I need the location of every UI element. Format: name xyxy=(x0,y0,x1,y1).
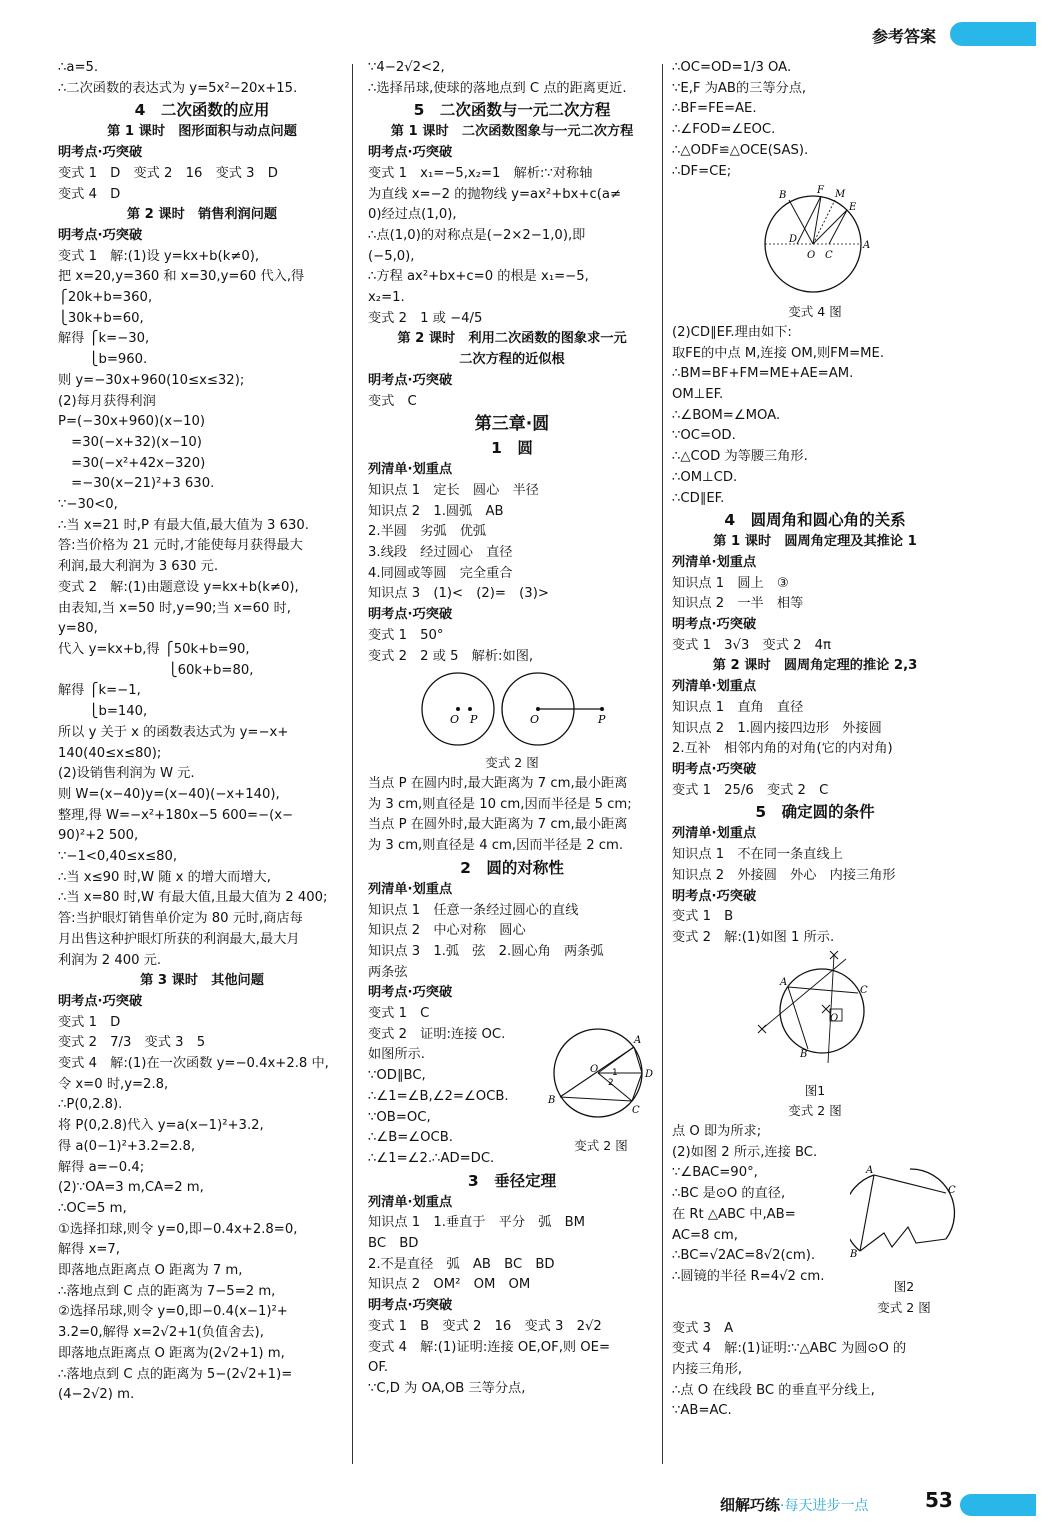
subsection-label: 明考点·巧突破 xyxy=(58,993,143,1009)
svg-text:M: M xyxy=(835,189,846,201)
text-line: 知识点 3 1.弧 弦 2.圆心角 两条弧 xyxy=(368,943,604,959)
text-line: 变式 1 D xyxy=(58,1014,121,1030)
text-line: 由表知,当 x=50 时,y=90;当 x=60 时, xyxy=(58,600,292,616)
subsection-label: 明考点·巧突破 xyxy=(368,145,453,161)
chapter-heading: 第三章·圆 xyxy=(474,414,550,435)
text-line: ∴△COD 为等腰三角形. xyxy=(672,449,808,465)
text-line: =−30(x−21)²+3 630. xyxy=(58,476,215,492)
text-line: 知识点 3 (1)< (2)= (3)> xyxy=(368,586,549,602)
text-line: 变式 2 证明:连接 OC. xyxy=(368,1026,506,1042)
text-line: ∴∠B=∠OCB. xyxy=(368,1130,453,1146)
section-heading: 4 圆周角和圆心角的关系 xyxy=(724,511,906,530)
text-line: 知识点 2 OM² OM OM xyxy=(368,1277,531,1293)
text-line: 取FE的中点 M,连接 OM,则FM=ME. xyxy=(672,345,885,361)
text-line: P=(−30x+960)(x−10) xyxy=(58,414,206,430)
text-line: 知识点 1 不在同一条直线上 xyxy=(672,847,843,863)
text-line: 变式 1 x₁=−5,x₂=1 解析:∵对称轴 xyxy=(368,165,593,181)
subsection-label: 明考点·巧突破 xyxy=(368,372,453,388)
section-heading: 5 确定圆的条件 xyxy=(755,803,875,822)
text-line: 答:当护眼灯销售单价定为 80 元时,商店每 xyxy=(58,911,303,927)
text-line: ∵E,F 为AB的三等分点, xyxy=(672,80,807,96)
text-line: ∴当 x=21 时,P 有最大值,最大值为 3 630. xyxy=(58,517,309,533)
svg-text:1: 1 xyxy=(612,1067,618,1078)
construction-figure-1 xyxy=(750,951,880,1079)
text-line: 变式 4 解:(1)在一次函数 y=−0.4x+2.8 中, xyxy=(58,1056,329,1072)
text-line: BC BD xyxy=(368,1236,419,1252)
text-line: 内接三角形, xyxy=(672,1361,743,1377)
section-heading: 4 二次函数的应用 xyxy=(134,101,270,120)
text-line: ∴BC 是⊙O 的直径, xyxy=(672,1186,786,1202)
text-line: OF. xyxy=(368,1360,389,1376)
text-line: ⎩b=140, xyxy=(58,704,148,720)
text-line: 知识点 1 圆上 ③ xyxy=(672,575,789,591)
text-line: 变式 1 B xyxy=(672,909,734,925)
figure-sublabel: 图2 xyxy=(893,1279,915,1295)
svg-text:A: A xyxy=(866,1165,874,1177)
text-line: 变式 2 解:(1)如图 1 所示. xyxy=(672,929,835,945)
footer-accent-bar xyxy=(960,1494,1036,1516)
svg-text:C: C xyxy=(632,1104,640,1116)
figure-sublabel: 图1 xyxy=(804,1082,826,1098)
svg-text:O: O xyxy=(590,1063,599,1075)
text-line: 变式 1 50° xyxy=(368,627,444,643)
subsection-label: 明考点·巧突破 xyxy=(58,227,143,243)
svg-text:P: P xyxy=(598,713,606,727)
text-line: 利润为 2 400 元. xyxy=(58,952,162,968)
text-line: 140(40≤x≤80); xyxy=(58,745,162,761)
subsection-label: 明考点·巧突破 xyxy=(672,617,757,633)
text-line: 2.不是直径 弧 AB BC BD xyxy=(368,1256,555,1272)
text-line: 为直线 x=−2 的抛物线 y=ax²+bx+c(a≠ xyxy=(368,186,622,202)
text-line: 知识点 1 定长 圆心 半径 xyxy=(368,482,539,498)
text-line: 0)经过点(1,0), xyxy=(368,207,457,223)
subsection-label: 列清单·划重点 xyxy=(368,462,453,478)
footer-brand-text: 细解巧练 xyxy=(720,1496,781,1514)
figure-caption: 变式 2 图 xyxy=(485,755,539,771)
svg-text:C: C xyxy=(948,1185,956,1197)
subsection-label: 明考点·巧突破 xyxy=(672,888,757,904)
subsection-label: 明考点·巧突破 xyxy=(672,761,757,777)
text-line: ∵C,D 为 OA,OB 三等分点, xyxy=(368,1380,526,1396)
text-line: 知识点 2 外接圆 外心 内接三角形 xyxy=(672,867,896,883)
svg-text:A: A xyxy=(634,1034,642,1046)
text-line: ∴BM=BF+FM=ME+AE=AM. xyxy=(672,366,854,382)
text-line: ∴∠FOD=∠EOC. xyxy=(672,122,776,138)
text-line: 如图所示. xyxy=(368,1047,425,1063)
text-line: 代入 y=kx+b,得 ⎧50k+b=90, xyxy=(58,641,250,657)
text-line: 知识点 1 1.垂直于 平分 弧 BM xyxy=(368,1215,586,1231)
chord-circle-figure xyxy=(546,1025,656,1129)
text-line: 变式 1 C xyxy=(368,1006,430,1022)
subsection-label: 列清单·划重点 xyxy=(672,679,757,695)
lesson-heading: 第 1 课时 图形面积与动点问题 xyxy=(107,124,297,140)
text-line: ⎩60k+b=80, xyxy=(58,662,254,678)
text-line: (4−2√2) m. xyxy=(58,1387,135,1403)
text-line: ∴BC=√2AC=8√2(cm). xyxy=(672,1248,816,1264)
subsection-label: 明考点·巧突破 xyxy=(368,1298,453,1314)
text-line: ∴二次函数的表达式为 y=5x²−20x+15. xyxy=(58,80,298,96)
text-line: 解得 a=−0.4; xyxy=(58,1159,145,1175)
column-divider-1 xyxy=(352,64,353,1464)
text-line: 即落地点距离点 O 距离为(2√2+1) m, xyxy=(58,1345,285,1361)
footer-brand xyxy=(720,1494,868,1515)
svg-text:2: 2 xyxy=(608,1077,614,1088)
text-line: ∵OD∥BC, xyxy=(368,1068,426,1084)
svg-text:B: B xyxy=(779,190,787,202)
text-line: ∴点(1,0)的对称点是(−2×2−1,0),即 xyxy=(368,227,586,243)
text-line: 知识点 2 1.圆弧 AB xyxy=(368,503,504,519)
section-heading: 2 圆的对称性 xyxy=(460,858,564,877)
svg-text:P: P xyxy=(470,713,478,727)
text-line: ∴当 x≤90 时,W 随 x 的增大而增大, xyxy=(58,869,271,885)
text-line: 两条弦 xyxy=(368,964,408,980)
svg-text:C: C xyxy=(825,250,833,262)
svg-text:B: B xyxy=(800,1048,808,1060)
text-line: 变式 2 2 或 5 解析:如图, xyxy=(368,648,534,664)
subsection-label: 明考点·巧突破 xyxy=(58,145,143,161)
text-line: y=80, xyxy=(58,621,98,637)
text-line: ∴点 O 在线段 BC 的垂直平分线上, xyxy=(672,1382,875,1398)
text-line: ∵−1<0,40≤x≤80, xyxy=(58,849,178,865)
text-line: 解得 ⎧k=−1, xyxy=(58,683,141,699)
svg-text:O: O xyxy=(807,250,816,262)
text-line: AC=8 cm, xyxy=(672,1227,738,1243)
text-line: 把 x=20,y=360 和 x=30,y=60 代入,得 xyxy=(58,269,305,285)
text-line: 为 3 cm,则直径是 4 cm,因而半径是 2 cm. xyxy=(368,838,624,854)
text-line: ∴BF=FE=AE. xyxy=(672,101,757,117)
text-line: 利润,最大利润为 3 630 元. xyxy=(58,559,219,575)
text-line: ∴选择吊球,使球的落地点到 C 点的距离更近. xyxy=(368,80,627,96)
lesson-heading: 二次方程的近似根 xyxy=(459,352,565,368)
text-line: 3.线段 经过圆心 直径 xyxy=(368,545,513,561)
text-line: 变式 4 解:(1)证明:∵△ABC 为圆⊙O 的 xyxy=(672,1341,907,1357)
text-line: 解得 x=7, xyxy=(58,1242,121,1258)
text-line: 月出售这种护眼灯所获的利润最大,最大月 xyxy=(58,931,300,947)
text-line: 知识点 1 直角 直径 xyxy=(672,699,804,715)
text-line: ∴圆镜的半径 R=4√2 cm. xyxy=(672,1268,825,1284)
text-line: 变式 4 解:(1)证明:连接 OE,OF,则 OE= xyxy=(368,1339,611,1355)
text-line: ②选择吊球,则令 y=0,即−0.4(x−1)²+ xyxy=(58,1304,288,1320)
text-line: ∴落地点到 C 点的距离为 5−(2√2+1)= xyxy=(58,1366,293,1382)
lesson-heading: 第 3 课时 其他问题 xyxy=(140,973,264,989)
text-line: 2.互补 相邻内角的对角(它的内对角) xyxy=(672,741,893,757)
text-line: 当点 P 在圆内时,最大距离为 7 cm,最小距离 xyxy=(368,775,628,791)
text-line: ∴∠1=∠2.∴AD=DC. xyxy=(368,1150,495,1166)
text-line: ∵AB=AC. xyxy=(672,1403,732,1419)
text-line: 知识点 1 任意一条经过圆心的直线 xyxy=(368,902,579,918)
arc-trisection-figure xyxy=(755,184,875,300)
svg-text:O: O xyxy=(530,713,540,727)
text-line: (2)CD∥EF.理由如下: xyxy=(672,324,792,340)
text-line: 变式 2 1 或 −4/5 xyxy=(368,310,483,326)
svg-text:A: A xyxy=(780,976,788,988)
svg-text:D: D xyxy=(789,234,798,246)
lesson-heading: 第 1 课时 圆周角定理及其推论 1 xyxy=(713,534,917,550)
header-title: 参考答案 xyxy=(872,27,937,46)
subsection-label: 明考点·巧突破 xyxy=(368,985,453,1001)
text-line: ∵OB=OC, xyxy=(368,1109,431,1125)
text-line: 点 O 即为所求; xyxy=(672,1124,762,1140)
text-line: ∴OM⊥CD. xyxy=(672,469,738,485)
text-line: (2)设销售利润为 W 元. xyxy=(58,766,195,782)
text-line: 变式 1 D 变式 2 16 变式 3 D xyxy=(58,165,278,181)
svg-text:B: B xyxy=(548,1094,556,1106)
svg-text:A: A xyxy=(863,240,871,252)
text-line: 为 3 cm,则直径是 10 cm,因而半径是 5 cm; xyxy=(368,796,632,812)
text-line: 2.半圆 劣弧 优弧 xyxy=(368,524,487,540)
svg-text:B: B xyxy=(850,1249,858,1261)
text-line: 变式 2 解:(1)由题意设 y=kx+b(k≠0), xyxy=(58,579,299,595)
subsection-label: 明考点·巧突破 xyxy=(368,607,453,623)
text-line: ∴a=5. xyxy=(58,60,99,75)
text-line: ∴CD∥EF. xyxy=(672,490,725,506)
text-line: ∴方程 ax²+bx+c=0 的根是 x₁=−5, xyxy=(368,269,589,285)
section-heading: 1 圆 xyxy=(491,439,533,458)
text-line: 则 W=(x−40)y=(x−40)(−x+140), xyxy=(58,786,280,802)
subsection-label: 列清单·划重点 xyxy=(672,554,757,570)
text-line: ①选择扣球,则令 y=0,即−0.4x+2.8=0, xyxy=(58,1221,298,1237)
svg-text:E: E xyxy=(849,202,857,214)
figure-caption: 变式 2 图 xyxy=(574,1138,628,1154)
text-line: 在 Rt △ABC 中,AB= xyxy=(672,1206,796,1222)
figure-block xyxy=(850,1163,958,1318)
two-circles-figure xyxy=(412,669,612,751)
text-line: x₂=1. xyxy=(368,290,405,306)
answer-column-2 xyxy=(368,58,656,1400)
figure-caption: 变式 2 图 xyxy=(788,1103,842,1119)
subsection-label: 列清单·划重点 xyxy=(368,881,453,897)
text-line: 变式 2 7/3 变式 3 5 xyxy=(58,1035,206,1051)
figure-caption: 变式 2 图 xyxy=(877,1299,931,1315)
text-line: (2)如图 2 所示,连接 BC. xyxy=(672,1144,818,1160)
svg-text:C: C xyxy=(860,984,868,996)
text-line: ∴落地点到 C 点的距离为 7−5=2 m, xyxy=(58,1283,276,1299)
figure-caption: 变式 4 图 xyxy=(788,304,842,320)
text-line: 知识点 2 一半 相等 xyxy=(672,596,804,612)
column-divider-2 xyxy=(662,64,663,1464)
text-line: 变式 C xyxy=(368,393,417,409)
svg-text:O: O xyxy=(450,713,460,727)
text-line: (2)∵OA=3 m,CA=2 m, xyxy=(58,1180,204,1196)
text-line: ⎧20k+b=360, xyxy=(58,290,153,306)
lesson-heading: 第 2 课时 利用二次函数的图象求一元 xyxy=(397,331,627,347)
text-line: ∵4−2√2<2, xyxy=(368,60,445,75)
lesson-heading: 第 1 课时 二次函数图象与一元二次方程 xyxy=(390,124,634,140)
text-line: 变式 3 A xyxy=(672,1320,734,1336)
text-line: ∴DF=CE; xyxy=(672,163,732,179)
text-line: ∵−30<0, xyxy=(58,497,118,513)
svg-text:F: F xyxy=(817,185,824,197)
text-line: 变式 4 D xyxy=(58,186,121,202)
subsection-label: 列清单·划重点 xyxy=(672,826,757,842)
lesson-heading: 第 2 课时 圆周角定理的推论 2,3 xyxy=(712,658,918,674)
text-line: 将 P(0,2.8)代入 y=a(x−1)²+3.2, xyxy=(58,1118,264,1134)
text-line: 即落地点距离点 O 距离为 7 m, xyxy=(58,1263,243,1279)
broken-mirror-figure xyxy=(850,1163,958,1269)
text-line: 4.同圆或等圆 完全重合 xyxy=(368,565,513,581)
section-heading: 5 二次函数与一元二次方程 xyxy=(413,101,611,120)
svg-text:D: D xyxy=(645,1068,654,1080)
footer-slogan: ·每天进步一点 xyxy=(780,1498,869,1514)
text-line: 变式 1 B 变式 2 16 变式 3 2√2 xyxy=(368,1318,602,1334)
answer-column-3 xyxy=(672,58,958,1422)
text-line: 则 y=−30x+960(10≤x≤32); xyxy=(58,372,245,388)
text-line: OM⊥EF. xyxy=(672,387,724,403)
text-line: 当点 P 在圆外时,最大距离为 7 cm,最小距离 xyxy=(368,817,628,833)
text-line: ∴∠BOM=∠MOA. xyxy=(672,407,781,423)
text-line: ∴△ODF≌△OCE(SAS). xyxy=(672,142,809,158)
text-line: 变式 1 3√3 变式 2 4π xyxy=(672,637,831,653)
text-line: ∴当 x=80 时,W 有最大值,且最大值为 2 400; xyxy=(58,890,328,906)
text-line: 所以 y 关于 x 的函数表达式为 y=−x+ xyxy=(58,724,289,740)
text-line: 答:当价格为 21 元时,才能使每月获得最大 xyxy=(58,538,303,554)
text-line: ∴OC=OD=1/3 OA. xyxy=(672,60,792,75)
text-line: ∴OC=5 m, xyxy=(58,1200,127,1216)
lesson-heading: 第 2 课时 销售利润问题 xyxy=(126,207,278,223)
text-line: ⎩30k+b=60, xyxy=(58,310,144,326)
text-line: 3.2=0,解得 x=2√2+1(负值舍去), xyxy=(58,1325,264,1341)
text-line: =30(−x+32)(x−10) xyxy=(58,434,202,450)
text-line: ∴∠1=∠B,∠2=∠OCB. xyxy=(368,1088,509,1104)
text-line: 知识点 2 1.圆内接四边形 外接圆 xyxy=(672,720,882,736)
text-line: 知识点 2 中心对称 圆心 xyxy=(368,923,526,939)
text-line: =30(−x²+42x−320) xyxy=(58,455,206,471)
text-line: 整理,得 W=−x²+180x−5 600=−(x− xyxy=(58,807,294,823)
text-line: 变式 1 25/6 变式 2 C xyxy=(672,782,829,798)
text-line: 变式 1 解:(1)设 y=kx+b(k≠0), xyxy=(58,248,260,264)
text-line: ∵∠BAC=90°, xyxy=(672,1165,758,1181)
text-line: (2)每月获得利润 xyxy=(58,393,156,409)
text-line: ∵OC=OD. xyxy=(672,428,736,444)
figure-block xyxy=(546,1025,656,1157)
text-line: 90)²+2 500, xyxy=(58,828,139,844)
header-accent-bar xyxy=(950,22,1036,46)
text-line: (−5,0), xyxy=(368,248,415,264)
page-number: 53 xyxy=(925,1488,953,1512)
section-heading: 3 垂径定理 xyxy=(467,1171,557,1190)
text-line: 令 x=0 时,y=2.8, xyxy=(58,1076,169,1092)
text-line: ∴P(0,2.8). xyxy=(58,1097,123,1113)
svg-text:O: O xyxy=(830,1012,839,1024)
answer-column-1 xyxy=(58,58,346,1406)
text-line: 解得 ⎧k=−30, xyxy=(58,331,150,347)
subsection-label: 列清单·划重点 xyxy=(368,1194,453,1210)
text-line: ⎩b=960. xyxy=(58,352,148,368)
text-line: 得 a(0−1)²+3.2=2.8, xyxy=(58,1138,196,1154)
